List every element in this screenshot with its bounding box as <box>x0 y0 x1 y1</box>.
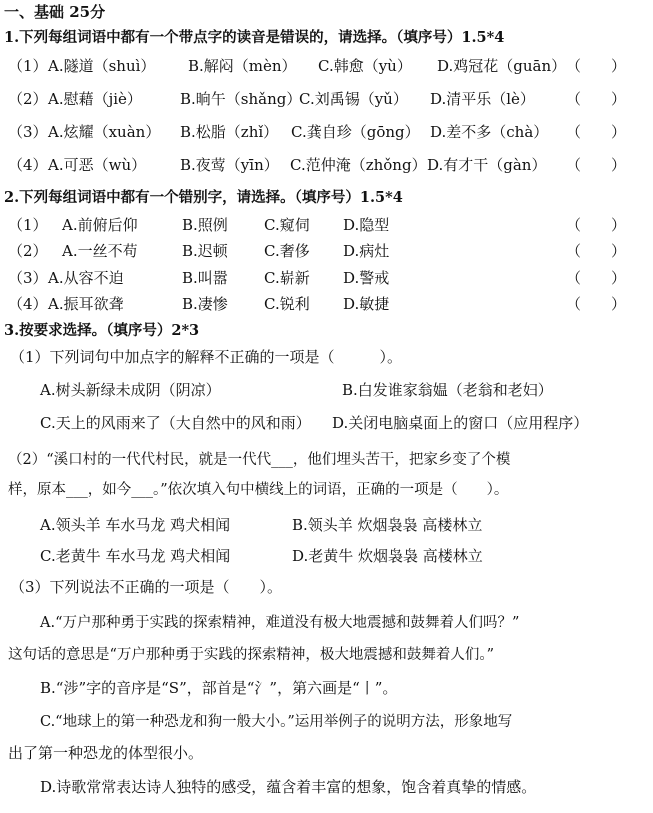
answer-blank[interactable]: （ ） <box>566 242 627 260</box>
q2-option-d: D.敏捷 <box>343 295 390 313</box>
q1-option-b: B.松脂（zhǐ） <box>180 123 279 141</box>
q1-title: 1.下列每组词语中都有一个带点字的读音是错误的，请选择。（填序号）1.5*4 <box>4 29 505 46</box>
q3-sub3-stem: （3）下列说法不正确的一项是（ ）。 <box>10 578 283 596</box>
q1-option-a: A.可恶（wù） <box>48 156 147 174</box>
q3-sub2-option-b: B.领头羊 炊烟袅袅 高楼林立 <box>292 516 483 534</box>
q1-option-b: B.晌午（shǎng） <box>180 90 302 108</box>
q3-sub1-stem: （1）下列词句中加点字的解释不正确的一项是（ ）。 <box>10 348 403 366</box>
q2-row-num: （4） <box>8 295 48 313</box>
q1-option-c: C.刘禹锡（yǔ） <box>299 90 408 108</box>
q1-option-a: A.慰藉（jiè） <box>48 90 142 108</box>
q2-option-d: D.隐型 <box>343 216 390 234</box>
q3-sub1-option-a: A.树头新绿未成阴（阴凉） <box>40 381 221 399</box>
answer-blank[interactable]: （ ） <box>566 216 627 234</box>
q1-option-c: C.韩愈（yù） <box>318 57 412 75</box>
q2-option-b: B.叫嚣 <box>182 269 228 287</box>
q1-option-c: C.龚自珍（gōng） <box>291 123 420 141</box>
q3-sub2-option-d: D.老黄牛 炊烟袅袅 高楼林立 <box>292 547 483 565</box>
q1-option-d: D.鸡冠花（guān） <box>437 57 567 75</box>
answer-blank[interactable]: （ ） <box>566 295 627 313</box>
q1-option-b: B.解闷（mèn） <box>188 57 297 75</box>
q2-option-c: C.奢侈 <box>264 242 310 260</box>
q1-option-b: B.夜莺（yīn） <box>180 156 279 174</box>
q2-option-a: A.前俯后仰 <box>62 216 138 234</box>
q3-sub2-option-c: C.老黄牛 车水马龙 鸡犬相闻 <box>40 547 231 565</box>
q3-sub1-option-c: C.天上的风雨来了（大自然中的风和雨） <box>40 414 311 432</box>
q3-sub2-option-a: A.领头羊 车水马龙 鸡犬相闻 <box>40 516 231 534</box>
answer-blank[interactable]: （ ） <box>566 156 627 174</box>
q1-option-a: A.隧道（shuì） <box>48 57 156 75</box>
q2-option-b: B.凄惨 <box>182 295 228 313</box>
q1-row-num: （1） <box>8 57 48 75</box>
q2-option-a: A.一丝不苟 <box>62 242 138 260</box>
q3-sub3-option-a-line2: 这句话的意思是“万户那种勇于实践的探索精神，极大地震撼和鼓舞着人们。” <box>8 647 495 663</box>
q3-sub3-option-d: D.诗歌常常表达诗人独特的感受，蕴含着丰富的想象，饱含着真挚的情感。 <box>40 778 537 796</box>
q1-option-a: A.炫耀（xuàn） <box>48 123 161 141</box>
q1-option-c: C.范仲淹（zhǒng） <box>290 156 427 174</box>
q3-sub3-option-b: B.“涉”字的音序是“S”，部首是“氵”，第六画是“丨”。 <box>40 679 398 697</box>
q3-sub3-option-c-line1: C.“地球上的第一种恐龙和狗一般大小。”运用举例子的说明方法，形象地写 <box>40 714 513 730</box>
q2-option-c: C.锐利 <box>264 295 310 313</box>
q2-row-num: （3） <box>8 269 48 287</box>
section-title: 一、基础 25分 <box>4 3 106 21</box>
q2-option-c: C.窥伺 <box>264 216 310 234</box>
q1-option-d: D.清平乐（lè） <box>430 90 535 108</box>
q2-option-a: A.振耳欲聋 <box>48 295 124 313</box>
q3-sub3-option-c-line2: 出了第一种恐龙的体型很小。 <box>8 744 204 762</box>
q2-row-num: （2） <box>8 242 48 260</box>
q3-sub3-option-a-line1: A.“万户那种勇于实践的探索精神，难道没有极大地震撼和鼓舞着人们吗？” <box>40 615 520 631</box>
q2-option-c: C.崭新 <box>264 269 310 287</box>
q2-option-d: D.警戒 <box>343 269 390 287</box>
answer-blank[interactable]: （ ） <box>566 57 627 75</box>
q2-row-num: （1） <box>8 216 48 234</box>
q2-option-d: D.病灶 <box>343 242 390 260</box>
answer-blank[interactable]: （ ） <box>566 269 627 287</box>
q2-title: 2.下列每组词语中都有一个错别字，请选择。（填序号）1.5*4 <box>4 189 403 206</box>
q2-option-a: A.从容不迫 <box>48 269 124 287</box>
q3-sub2-stem-line2: 样，原本___，如今___。”依次填入句中横线上的词语，正确的一项是（ ）。 <box>8 482 509 498</box>
q1-row-num: （4） <box>8 156 48 174</box>
answer-blank[interactable]: （ ） <box>566 123 627 141</box>
q1-row-num: （3） <box>8 123 48 141</box>
q3-sub1-option-b: B.白发谁家翁媪（老翁和老妇） <box>342 381 553 399</box>
q3-title: 3.按要求选择。（填序号）2*3 <box>4 322 200 339</box>
answer-blank[interactable]: （ ） <box>566 90 627 108</box>
q1-row-num: （2） <box>8 90 48 108</box>
q2-option-b: B.迟顿 <box>182 242 228 260</box>
q1-option-d: D.有才干（gàn） <box>427 156 547 174</box>
q3-sub2-stem-line1: （2）“溪口村的一代代村民，就是一代代___，他们埋头苦干，把家乡变了个模 <box>8 452 511 468</box>
q3-sub1-option-d: D.关闭电脑桌面上的窗口（应用程序） <box>332 414 589 432</box>
q2-option-b: B.照例 <box>182 216 228 234</box>
q1-option-d: D.差不多（chà） <box>430 123 549 141</box>
